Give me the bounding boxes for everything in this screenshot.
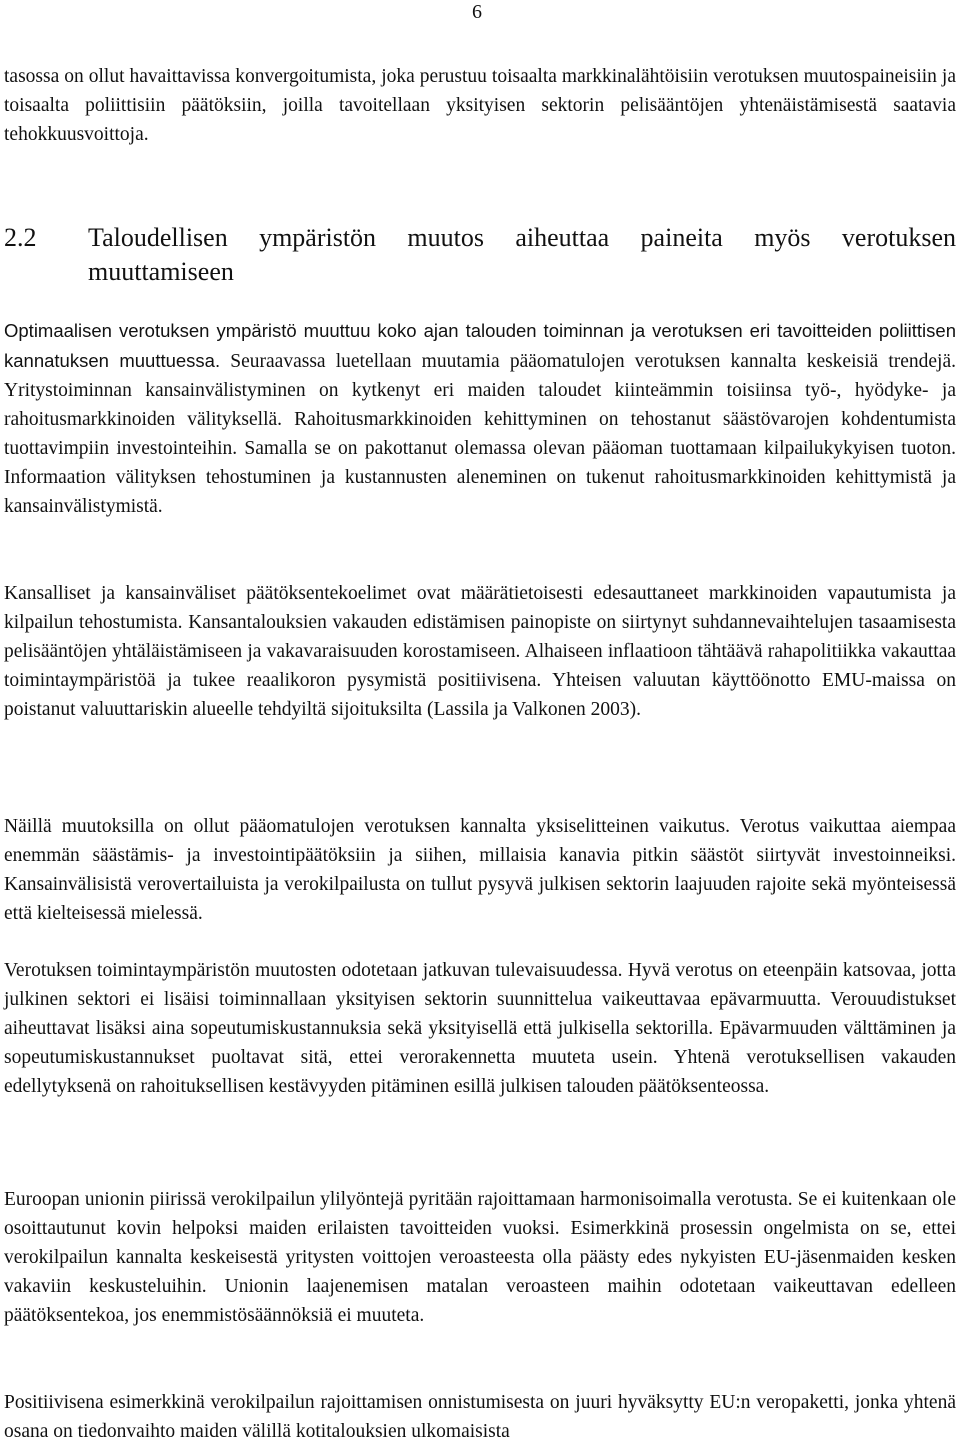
paragraph-1 [4,316,956,521]
page-number: 6 [472,1,482,23]
paragraph-1-sans-text: Optimaalisen verotuksen ympäristö muuttuu koko ajan talouden toiminnan ja verotuksen eri tavoitteiden poliittisen kannatuksen muuttuessa. [4,320,956,371]
section-title-line2: muuttamiseen [88,257,234,286]
section-heading [4,221,956,289]
section-number: 2.2 [4,223,37,252]
paragraph-6: Positiivisena esimerkkinä verokilpailun rajoittamisen onnistumisesta on juuri hyväksytty EU:n veropaketti, jonka yhtenä osana on tiedonvaihto maiden välillä kotitalouksien ulkomaisista [4,1392,956,1442]
section-title-line1: Taloudellisen ympäristön muutos aiheuttaa paineita myös verotuksen [88,223,956,252]
paragraph-1-serif-text: Seuraavassa luetellaan muutamia pääomatulojen verotuksen kannalta keskeisiä trendejä. Yritystoiminnan kansainvälistyminen on kytkenyt eri maiden taloudet kiinteämmin toisiinsa työ-, hyödyke- ja rahoitusmarkkinoiden välityksellä. Rahoitusmarkkinoiden kehittyminen on tehostanut säästövarojen kohdentumista tuottavimpiin investointeihin. Samalla se on pakottanut olemassa olevan pääoman tuottamaan kilpailukykyisen tuoton. Informaation välityksen tehostuminen ja kustannusten aleneminen on tukenut rahoitusmarkkinoiden kehittymistä ja kansainvälistymistä. [4,351,956,517]
paragraph-2: Kansalliset ja kansainväliset päätöksentekoelimet ovat määrätietoisesti edesauttaneet markkinoiden vapautumista ja kilpailun tehostumista. Kansantalouksien vakauden edistämisen painopiste on siirtynyt suhdannevaihtelujen tasaamisesta pelisääntöjen yhtäläistämiseen ja vakavaraisuuden korostamiseen. Alhaiseen inflaatioon tähtäävä rahapolitiikka vakauttaa toimintaympäristöä ja tukee reaalikoron pysymistä positiivisena. Yhteisen valuutan käyttöönotto EMU-maissa on poistanut valuuttariskin alueelle tehdyiltä sijoituksilta (Lassila ja Valkonen 2003). [4,583,956,720]
paragraph-3: Näillä muutoksilla on ollut pääomatulojen verotuksen kannalta yksiselitteinen vaikutus. Verotus vaikuttaa aiempaa enemmän säästämis- ja investointipäätöksiin ja siihen, millaisia kanavia pitkin säästöt siirtyvät investoinneiksi. Kansainvälisistä verovertailuista ja verokilpailusta on tullut pysyvä julkisen sektorin laajuuden rajoite sekä myönteisessä että kielteisessä mielessä. [4,816,956,924]
paragraph-4: Verotuksen toimintaympäristön muutosten odotetaan jatkuvan tulevaisuudessa. Hyvä verotus on eteenpäin katsovaa, jotta julkinen sektori ei lisäisi toiminnallaan yksityisen sektorin suunnittelua vaikeuttavaa epävarmuutta. Verouudistukset aiheuttavat lisäksi aina sopeutumiskustannuksia sekä yksityisellä että julkisella sektorilla. Epävarmuuden välttäminen ja sopeutumiskustannukset puoltavat sitä, ettei verorakennetta muuteta usein. Yhtenä verotuksellisen vakauden edellytyksenä on rahoituksellisen kestävyyden pitäminen esillä julkisen talouden päätöksenteossa. [4,960,956,1097]
paragraph-5: Euroopan unionin piirissä verokilpailun ylilyöntejä pyritään rajoittamaan harmonisoimalla verotusta. Se ei kuitenkaan ole osoittautunut kovin helpoksi maiden erilaisten tavoitteiden vuoksi. Esimerkkinä prosessin ongelmista on se, ettei verokilpailun kannalta keskeisestä yritysten voittojen veroasteesta olla päästy edes nykyisten EU-jäsenmaiden kesken vakaviin keskusteluihin. Unionin laajenemisen matalan veroasteen maihin odotetaan vaikeuttavan edelleen päätöksentekoa, jos enemmistösäännöksiä ei muuteta. [4,1189,956,1326]
intro-paragraph: tasossa on ollut havaittavissa konvergoitumista, joka perustuu toisaalta markkinalähtöisiin verotuksen muutospaineisiin ja toisaalta poliittisiin päätöksiin, joilla tavoitellaan yksityisen sektorin pelisääntöjen yhtenäistämisestä saatavia tehokkuusvoittoja. [4,66,956,145]
